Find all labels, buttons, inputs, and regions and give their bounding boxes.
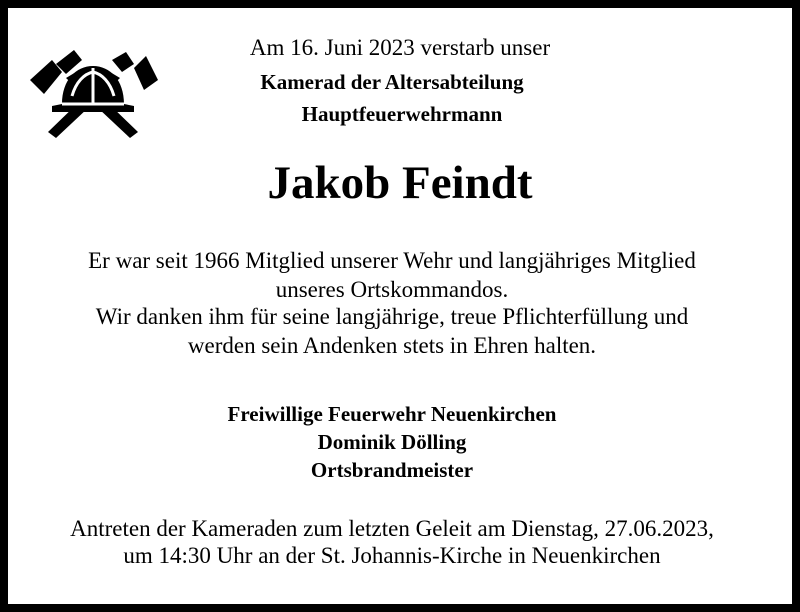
rank-line-2: Hauptfeuerwehrmann — [301, 102, 503, 126]
body-line: unseres Ortskommandos. — [275, 277, 509, 302]
intro-text: Am 16. Juni 2023 verstarb unser — [249, 35, 551, 60]
funeral-info-line: Antreten der Kameraden zum letzten Geleit am Dienstag, 27.06.2023, — [70, 516, 714, 541]
signature-title: Ortsbrandmeister — [310, 458, 474, 482]
signature-person: Dominik Dölling — [317, 430, 467, 454]
funeral-info-line: um 14:30 Uhr an der St. Johannis-Kirche in Neuenkirchen — [123, 543, 661, 568]
rank-line-1: Kamerad der Altersabteilung — [260, 70, 524, 94]
signature-organization: Freiwillige Feuerwehr Neuenkirchen — [227, 402, 557, 426]
body-line: Wir danken ihm für seine langjährige, treue Pflichterfüllung und — [95, 304, 689, 329]
body-line: werden sein Andenken stets in Ehren halten. — [187, 333, 597, 358]
deceased-name: Jakob Feindt — [267, 157, 533, 209]
body-line: Er war seit 1966 Mitglied unserer Wehr und langjähriges Mitglied — [88, 248, 696, 273]
